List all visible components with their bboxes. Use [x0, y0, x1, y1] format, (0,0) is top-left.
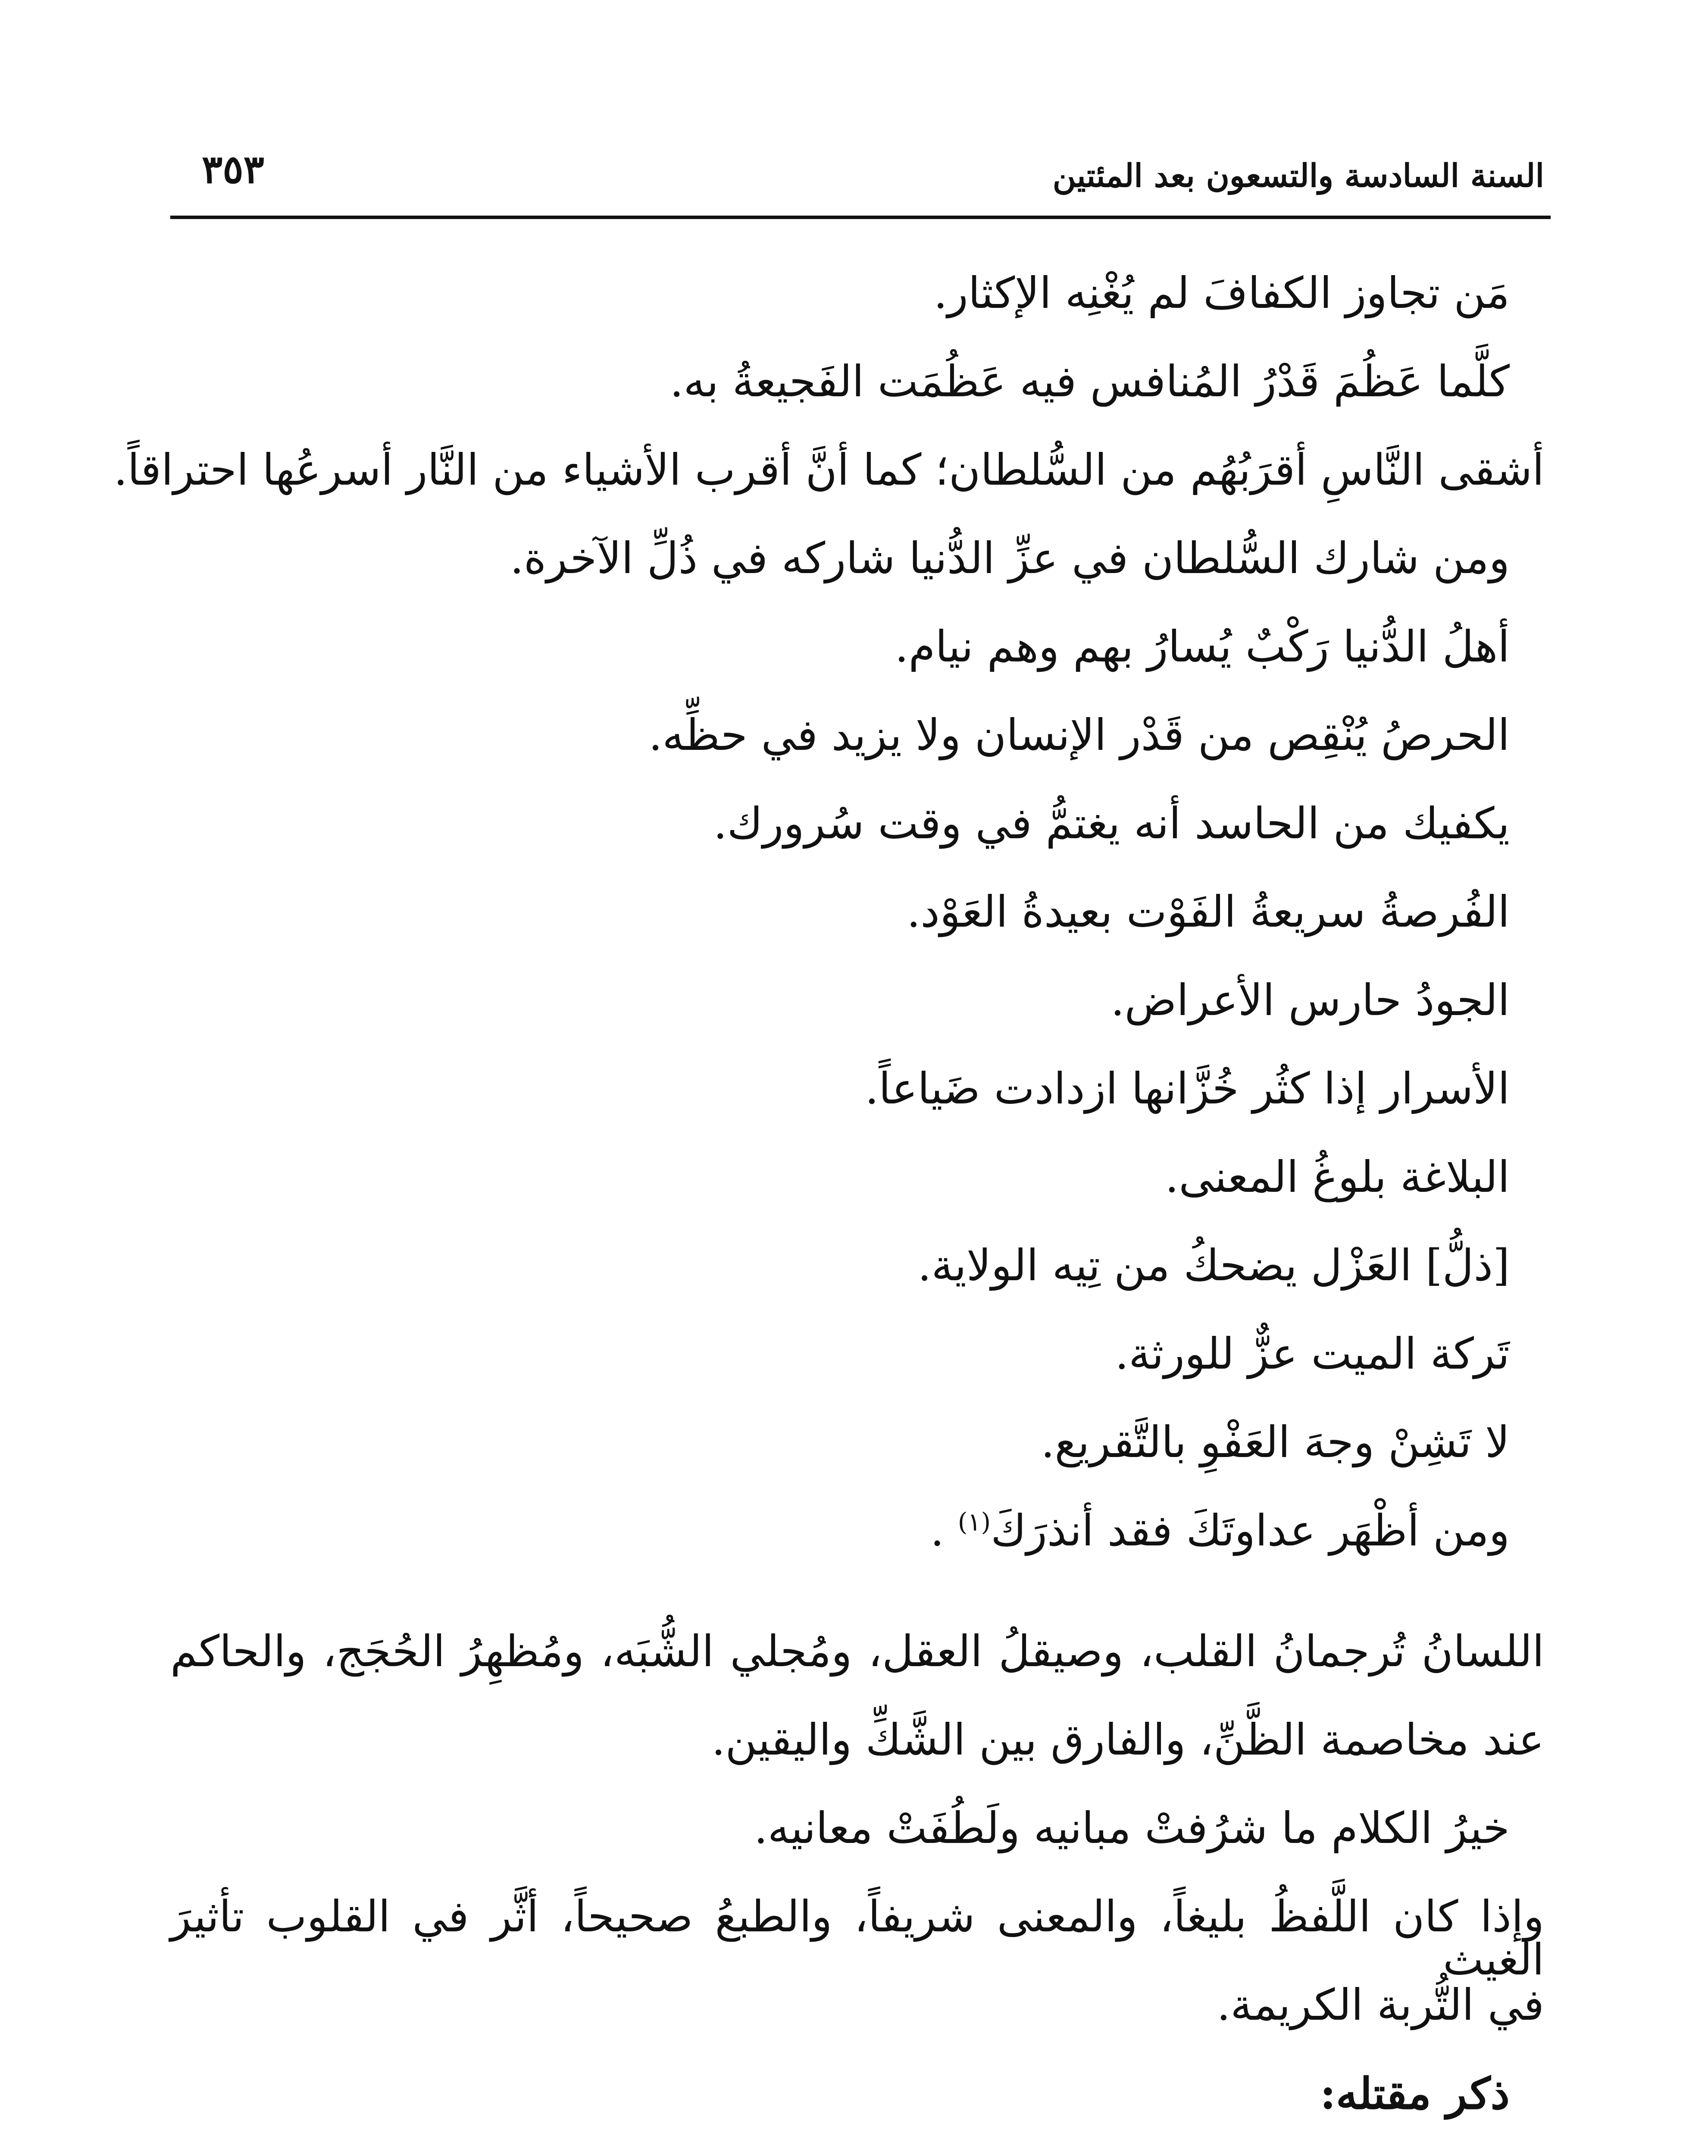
section-heading: ذكر مقتله: [1320, 2068, 1510, 2119]
line-15-text: ومن أظْهَر عداوتَكَ فقد أنذرَكَ [991, 1505, 1510, 1556]
text-line-8: الفُرصةُ سريعةُ الفَوْت بعيدةُ العَوْد. [907, 887, 1510, 937]
running-header-title: السنة السادسة والتسعون بعد المئتين [1052, 157, 1544, 194]
text-line-4: ومن شارك السُّلطان في عزِّ الدُّنيا شاركه في ذُلِّ الآخرة. [510, 533, 1510, 583]
header-rule [170, 216, 1551, 219]
text-line-1: مَن تجاوز الكفافَ لم يُغْنِه الإكثار. [933, 268, 1510, 318]
footnote-ref-1[interactable]: (١) [957, 1507, 991, 1537]
text-line-5: أهلُ الدُّنيا رَكْبٌ يُسارُ بهم وهم نيام. [895, 621, 1510, 672]
text-line-13: تَركة الميت عزٌّ للورثة. [1115, 1329, 1510, 1379]
paragraph-1-line-1: اللسانُ تُرجمانُ القلب، وصيقلُ العقل، ومُجلي الشُّبَه، ومُظهِرُ الحُجَج، والحاكم [170, 1626, 1544, 1677]
text-line-12: [ذلُّ] العَزْل يضحكُ من تِيه الولاية. [917, 1240, 1510, 1291]
text-line-9: الجودُ حارس الأعراض. [1111, 975, 1510, 1025]
paragraph-2-line-2: في التُّربة الكريمة. [1217, 1980, 1544, 2030]
text-line-2: كلَّما عَظُمَ قَدْرُ المُنافس فيه عَظُمَت الفَجيعةُ به. [669, 356, 1510, 407]
text-line-after: خيرُ الكلام ما شرُفتْ مبانيه ولَطُفَتْ معانيه. [754, 1803, 1510, 1853]
text-line-14: لا تَشِنْ وجهَ العَفْوِ بالتَّقريع. [1041, 1417, 1510, 1467]
text-line-6: الحرصُ يُنْقِص من قَدْر الإنسان ولا يزيد في حظِّه. [648, 710, 1510, 760]
text-line-7: يكفيك من الحاسد أنه يغتمُّ في وقت سُرورك. [713, 798, 1510, 849]
paragraph-2-line-1: وإذا كان اللَّفظُ بليغاً، والمعنى شريفاً، والطبعُ صحيحاً، أثَّر في القلوب تأثيرَ الغيث [170, 1891, 1544, 1985]
page-number: ٣٥٣ [202, 147, 265, 192]
text-line-11: البلاغة بلوغُ المعنى. [1165, 1152, 1510, 1202]
text-line-10: الأسرار إذا كثُر خُزَّانها ازدادت ضَياعاً. [865, 1063, 1510, 1114]
text-line-3: أشقى النَّاسِ أقرَبُهُم من السُّلطان؛ كما أنَّ أقرب الأشياء من النَّار أسرعُها احتراقاً. [113, 445, 1544, 495]
paragraph-1-line-2: عند مخاصمة الظَّنِّ، والفارق بين الشَّكِّ واليقين. [711, 1714, 1544, 1765]
line-15-tail: . [930, 1505, 958, 1556]
text-line-15 [930, 1505, 1510, 1556]
